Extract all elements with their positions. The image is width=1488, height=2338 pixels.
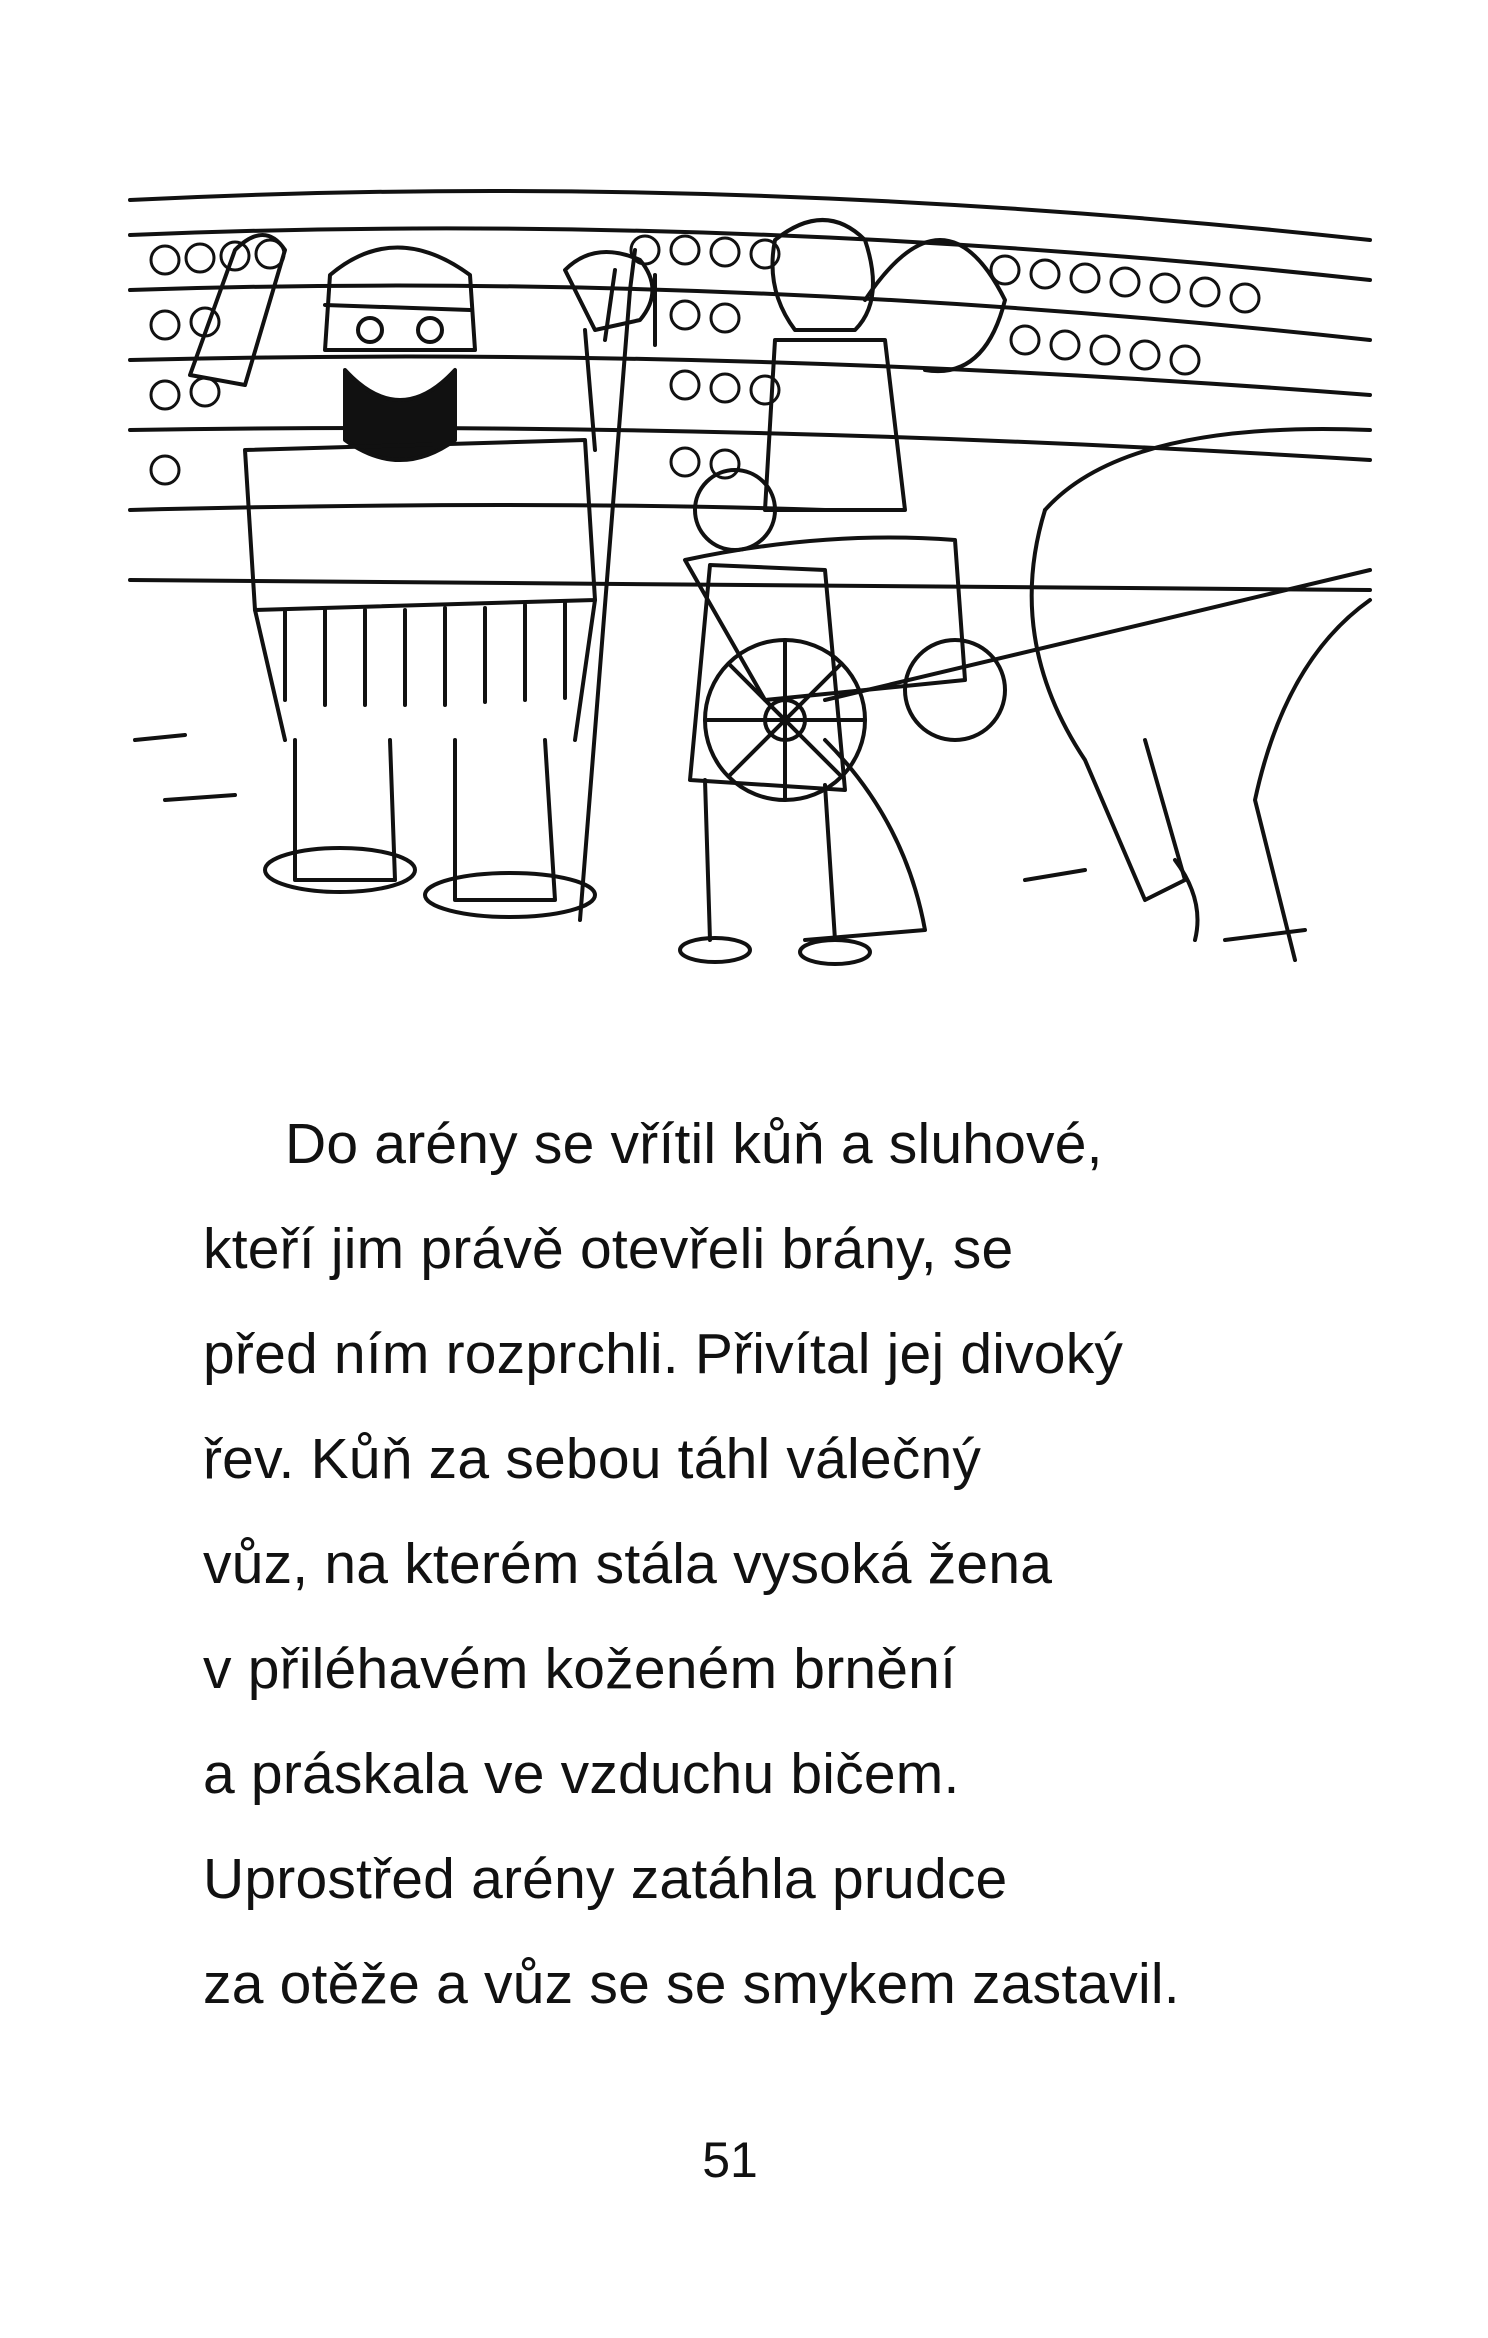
arena-illustration bbox=[125, 180, 1375, 980]
paragraph-line: řev. Kůň za sebou táhl válečný bbox=[203, 1427, 982, 1491]
page-number: 51 bbox=[702, 2132, 758, 2188]
paragraph-line: před ním rozprchli. Přivítal jej divoký bbox=[203, 1322, 1124, 1386]
paragraph-line: a práskala ve vzduchu bičem. bbox=[203, 1742, 960, 1806]
paragraph-line: za otěže a vůz se se smykem zastavil. bbox=[203, 1952, 1180, 2016]
paragraph-line: Do arény se vřítil kůň a sluhové, bbox=[285, 1112, 1103, 1176]
paragraph-line: kteří jim právě otevřeli brány, se bbox=[203, 1217, 1014, 1281]
story-paragraph bbox=[203, 1092, 1353, 2037]
paragraph-line: vůz, na kterém stála vysoká žena bbox=[203, 1532, 1053, 1596]
paragraph-line: v přiléhavém koženém brnění bbox=[203, 1637, 957, 1701]
arena-chariot-icon bbox=[125, 180, 1375, 980]
paragraph-line: Uprostřed arény zatáhla prudce bbox=[203, 1847, 1008, 1911]
